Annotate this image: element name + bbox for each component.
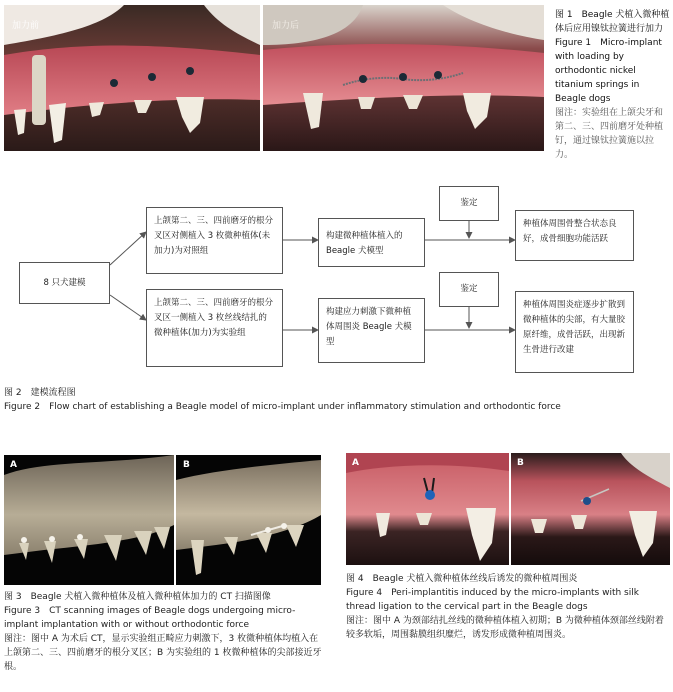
fig1-label-after: 加力后 xyxy=(272,21,300,31)
fig3-caption-note: 图注：图中 A 为术后 CT，显示实验组正畸应力刺激下，3 枚微种植体均植入在上颌第二、三、四前磨牙的根分叉区；B 为实验组的 1 枚微种植体的尖部接近牙根。 xyxy=(4,634,322,672)
fig2-node-build-model: 构建微种植体植入的 Beagle 犬模型 xyxy=(318,218,425,267)
fig2-node-result-top: 种植体周围骨整合状态良好，成骨细胞功能活跃 xyxy=(515,210,634,261)
fig2-node-build-inflammation-model: 构建应力刺激下微种植体周围炎 Beagle 犬模型 xyxy=(318,298,425,363)
fig3-ct-image-b xyxy=(176,455,321,585)
fig3-caption xyxy=(4,590,324,674)
fig3-caption-title-en: Figure 3 CT scanning images of Beagle dogs undergoing micro-implant implantation with or without orthodontic force xyxy=(4,606,296,630)
fig4-photo-a xyxy=(346,453,509,565)
fig4-caption xyxy=(346,572,670,642)
fig1-caption-title-en: Figure 1 Micro-implant with loading by orthodontic nickel titanium springs in Beagle dogs xyxy=(555,38,662,104)
fig1-photo-after xyxy=(263,5,544,151)
fig1-caption-title-cn: 图 1 Beagle 犬植入微种植体后应用镍钛拉簧进行加力 xyxy=(555,10,670,34)
fig2-node-experiment-group: 上颌第二、三、四前磨牙的根分叉区一侧植入 3 枚丝线结扎的微种植体(加力)为实验组 xyxy=(146,289,283,367)
fig2-node-check-top: 鉴定 xyxy=(439,186,499,221)
fig1-caption-note: 图注：实验组在上颌尖牙和第二、三、四前磨牙处种植钉，通过镍钛拉簧施以拉力。 xyxy=(555,108,664,160)
fig3-ct-image-a xyxy=(4,455,174,585)
fig2-node-result-bottom: 种植体周围炎症逐步扩散到微种植体的尖部，有大量胶原纤维，成骨活跃，出现新生骨进行改建 xyxy=(515,291,634,373)
fig2-node-start: 8 只犬建模 xyxy=(19,262,110,304)
fig2-node-check-bottom: 鉴定 xyxy=(439,272,499,307)
fig4-caption-note: 图注：图中 A 为颈部结扎丝线的微种植体植入初期；B 为微种植体颈部丝线附着较多软垢，周围黏膜组织糜烂，诱发形成微种植周围炎。 xyxy=(346,616,664,640)
fig4-photo-b xyxy=(511,453,670,565)
fig3-caption-title-cn: 图 3 Beagle 犬植入微种植体及植入微种植体加力的 CT 扫描图像 xyxy=(4,592,271,602)
fig4-label-b: B xyxy=(517,458,524,468)
fig4-caption-title-cn: 图 4 Beagle 犬植入微种植体丝线后诱发的微种植周围炎 xyxy=(346,574,578,584)
fig3-label-a: A xyxy=(10,460,17,470)
fig2-node-control-group: 上颌第二、三、四前磨牙的根分叉区对侧植入 3 枚微种植体(未加力)为对照组 xyxy=(146,207,283,274)
fig4-label-a: A xyxy=(352,458,359,468)
fig2-caption-en: Figure 2 Flow chart of establishing a Beagle model of micro-implant under inflammatory stimulation and orthodontic force xyxy=(4,402,561,412)
fig1-photo-before xyxy=(4,5,260,151)
fig1-label-before: 加力前 xyxy=(12,21,40,31)
fig1-caption xyxy=(555,8,670,162)
fig4-caption-title-en: Figure 4 Peri-implantitis induced by the micro-implants with silk thread ligation to the cervical part in the Beagle dogs xyxy=(346,588,639,612)
fig3-label-b: B xyxy=(183,460,190,470)
fig2-caption-cn: 图 2 建模流程图 xyxy=(4,388,76,398)
fig2-caption xyxy=(4,386,669,414)
